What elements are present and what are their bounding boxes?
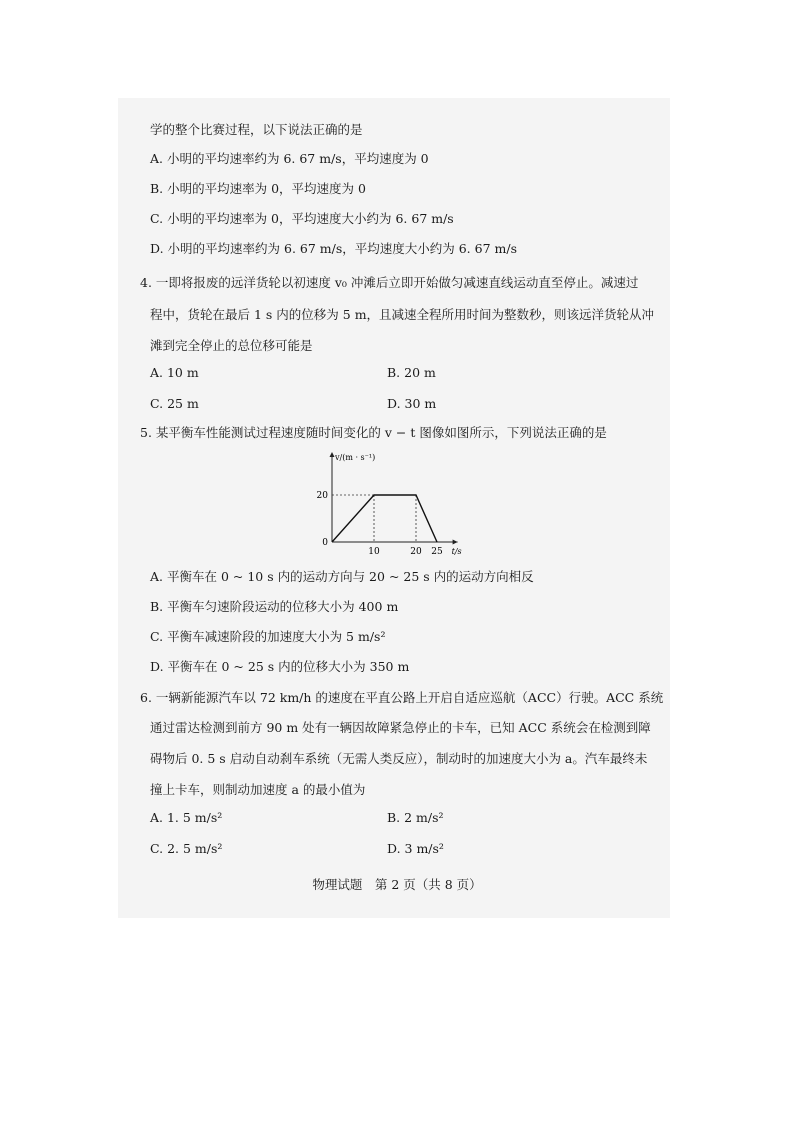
- q4-stem-line-1: 4. 一即将报废的远洋货轮以初速度 v₀ 冲滩后立即开始做匀减速直线运动直至停止。减速过: [140, 275, 639, 290]
- q3-option-a: A. 小明的平均速率约为 6. 67 m/s，平均速度为 0: [150, 151, 429, 166]
- q4-stem-line-2: 程中，货轮在最后 1 s 内的位移为 5 m，且减速全程所用时间为整数秒，则该远洋货轮从冲: [150, 307, 655, 322]
- x-tick-label: 20: [410, 547, 422, 557]
- q3-option-c: C. 小明的平均速率为 0，平均速度大小约为 6. 67 m/s: [150, 211, 454, 226]
- q4-option-c: C. 25 m: [150, 396, 199, 411]
- q4-option-d: D. 30 m: [387, 396, 437, 411]
- q6-option-b: B. 2 m/s²: [387, 810, 444, 825]
- q5-option-a: A. 平衡车在 0 ~ 10 s 内的运动方向与 20 ~ 25 s 内的运动方向相反: [150, 569, 534, 584]
- q6-option-c: C. 2. 5 m/s²: [150, 841, 223, 856]
- q4-option-b: B. 20 m: [387, 365, 436, 380]
- q3-option-d: D. 小明的平均速率约为 6. 67 m/s，平均速度大小约为 6. 67 m/s: [150, 241, 517, 256]
- x-axis-label: t/s: [451, 547, 462, 556]
- origin-label: 0: [322, 538, 328, 548]
- q6-stem-line-3: 碍物后 0. 5 s 启动自动刹车系统（无需人类反应），制动时的加速度大小为 a。汽车最终未: [150, 751, 648, 766]
- y-axis-label: v/(m · s⁻¹): [335, 453, 376, 462]
- q6-option-a: A. 1. 5 m/s²: [150, 810, 223, 825]
- q4-stem-line-3: 滩到完全停止的总位移可能是: [150, 338, 313, 353]
- x-axis-arrow: [453, 540, 458, 545]
- q6-option-d: D. 3 m/s²: [387, 841, 444, 856]
- q5-option-b: B. 平衡车匀速阶段运动的位移大小为 400 m: [150, 599, 399, 614]
- q5-option-c: C. 平衡车减速阶段的加速度大小为 5 m/s²: [150, 629, 386, 644]
- q5-option-d: D. 平衡车在 0 ~ 25 s 内的位移大小为 350 m: [150, 659, 410, 674]
- x-tick-label: 25: [431, 547, 443, 557]
- x-tick-label: 10: [368, 547, 380, 557]
- page-footer: 物理试题 第 2 页（共 8 页）: [312, 877, 482, 892]
- q3-option-b: B. 小明的平均速率为 0，平均速度为 0: [150, 181, 366, 196]
- q3-stem-tail: 学的整个比赛过程，以下说法正确的是: [150, 122, 363, 137]
- q6-stem-line-2: 通过雷达检测到前方 90 m 处有一辆因故障紧急停止的卡车，已知 ACC 系统会在检测到障: [150, 720, 651, 735]
- velocity-series-line: [332, 495, 437, 542]
- q4-option-a: A. 10 m: [150, 365, 199, 380]
- vt-graph: [300, 448, 500, 560]
- q6-stem-line-4: 撞上卡车，则制动加速度 a 的最小值为: [150, 782, 366, 797]
- y-axis-arrow: [330, 452, 335, 457]
- q5-stem: 5. 某平衡车性能测试过程速度随时间变化的 v − t 图像如图所示，下列说法正确的是: [140, 425, 607, 440]
- y-tick-label: 20: [316, 491, 328, 501]
- q6-stem-line-1: 6. 一辆新能源汽车以 72 km/h 的速度在平直公路上开启自适应巡航（ACC）行驶。ACC 系统: [140, 690, 664, 705]
